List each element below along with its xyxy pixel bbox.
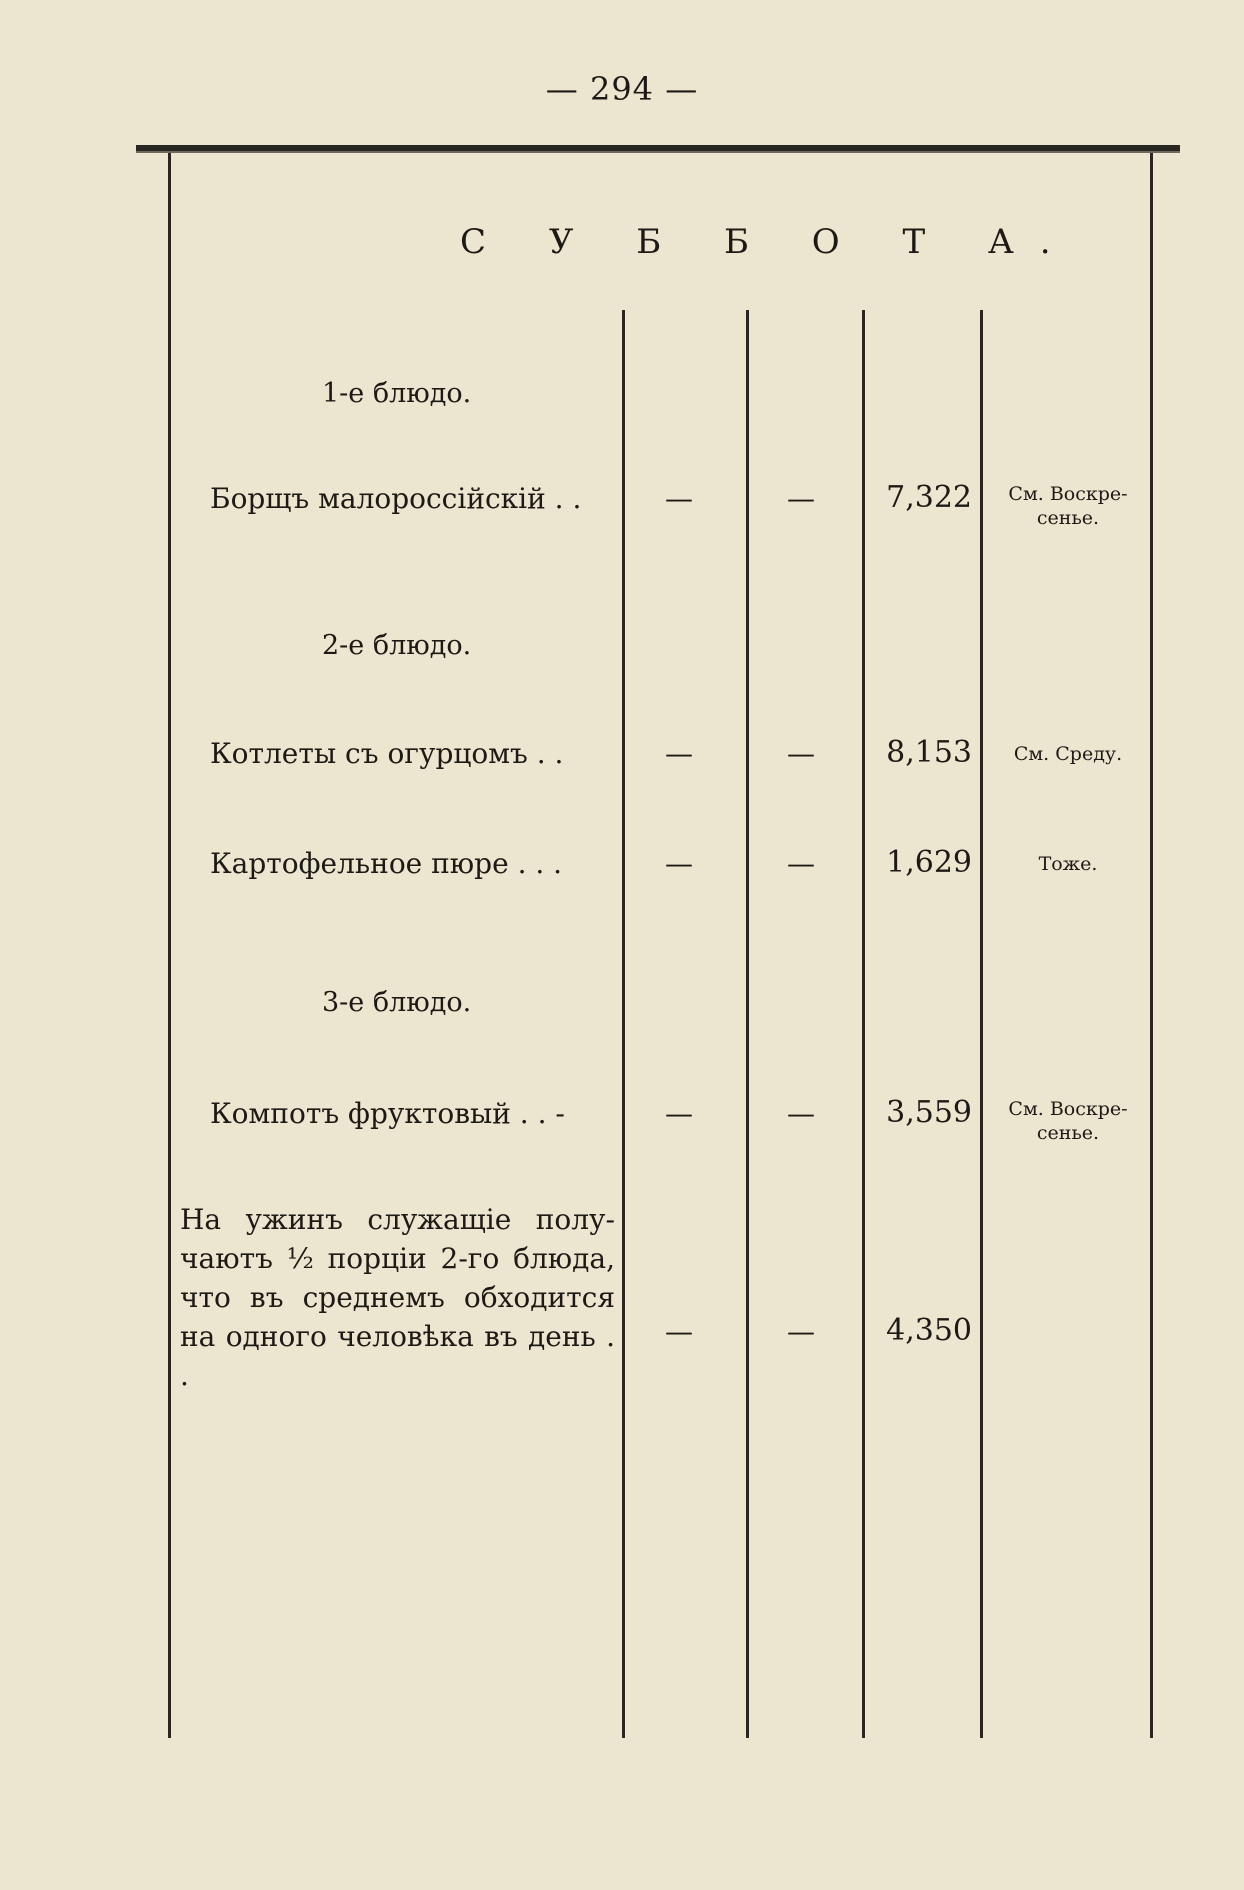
cross-reference-note: См. Воскре- сенье.	[1008, 483, 1128, 529]
supper-col2-dash: —	[787, 1315, 815, 1348]
col2-dash: —	[787, 482, 815, 515]
cross-reference-note: Тоже.	[1038, 853, 1098, 875]
column-divider-1	[622, 310, 625, 1738]
dish-name: Компотъ фруктовый . . -	[210, 1097, 565, 1130]
supper-cost-value: 4,350	[886, 1313, 972, 1348]
col1-dash: —	[665, 847, 693, 880]
top-rule	[136, 145, 1180, 153]
supper-col1-dash: —	[665, 1315, 693, 1348]
col1-dash: —	[665, 737, 693, 770]
dish-name: Котлеты съ огурцомъ . .	[210, 737, 564, 770]
col1-dash: —	[665, 1097, 693, 1130]
column-divider-2	[746, 310, 749, 1738]
page-number: — 294 —	[545, 70, 699, 108]
col2-dash: —	[787, 1097, 815, 1130]
day-title: С У Б Б О Т А.	[460, 222, 1077, 262]
table-right-border	[1150, 153, 1153, 1738]
cost-value: 1,629	[886, 845, 972, 880]
supper-note: На ужинъ служащіе полу- чаютъ ½ порціи 2-го блюда, что въ среднемъ обходится на одного человѣка въ день . .	[180, 1203, 615, 1392]
col2-dash: —	[787, 737, 815, 770]
cost-value: 8,153	[886, 735, 972, 770]
section-heading-1: 1-е блюдо.	[322, 378, 472, 409]
table-left-border	[168, 153, 171, 1738]
cost-value: 3,559	[886, 1095, 972, 1130]
column-divider-4	[980, 310, 983, 1738]
section-heading-2: 2-е блюдо.	[322, 630, 472, 661]
dish-name: Картофельное пюре . . .	[210, 847, 563, 880]
cross-reference-note: См. Воскре- сенье.	[1008, 1098, 1128, 1144]
cross-reference-note: См. Среду.	[1013, 743, 1123, 765]
cost-value: 7,322	[886, 480, 972, 515]
dish-name: Борщъ малороссійскій . .	[210, 482, 582, 515]
col1-dash: —	[665, 482, 693, 515]
col2-dash: —	[787, 847, 815, 880]
section-heading-3: 3-е блюдо.	[322, 987, 472, 1018]
column-divider-3	[862, 310, 865, 1738]
